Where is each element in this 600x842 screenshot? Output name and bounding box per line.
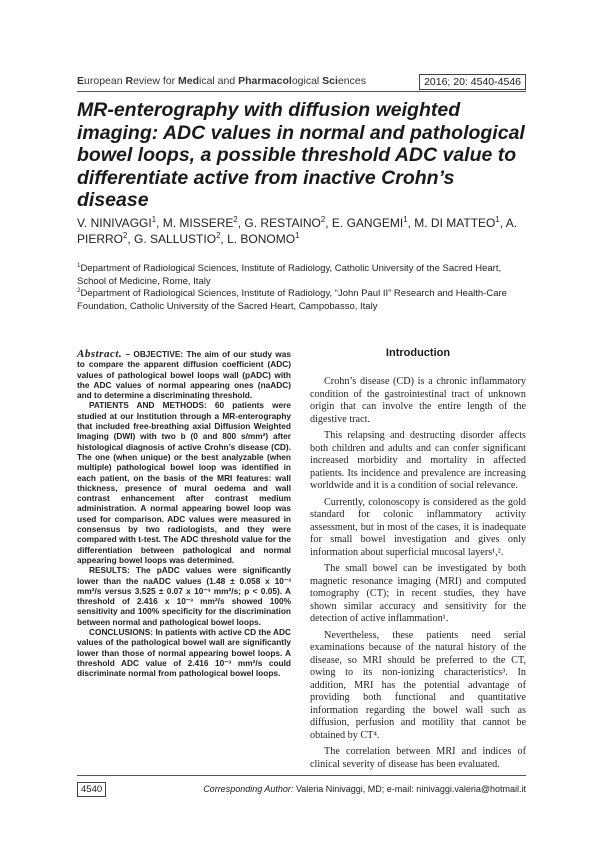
affiliations [77,263,526,313]
intro-paragraph: Currently, colonoscopy is considered as the gold standard for colonic inflammatory activity assessment, but in most of the cases, it is inadequate for small bowel investigation and gives only information about superficial mucosal layers¹,². [310,496,526,558]
affiliation-2: $^2$Department of Radiological Sciences, Institute of Radiology, “John Paul II” Research and Health-Care Foundation, Catholic University of the Sacred Heart, Campobasso, Italy [77,286,507,312]
footer-rule [77,775,526,776]
objective-heading: – OBJECTIVE: [125,349,184,359]
results-heading: RESULTS: [89,565,130,576]
journal-name-part: ogical [291,75,323,87]
author-name: G. RESTAINO [244,216,321,230]
author-affiliation-marker: 1 [295,231,300,240]
page-number: 4540 [77,782,106,797]
journal-name-part: ences [337,75,366,87]
author-affiliation-marker: 2 [216,231,221,240]
conclusions-heading: CONCLUSIONS: [89,627,154,638]
journal-name-part: R [125,75,134,87]
methods-text: 60 patients were studied at our Institution through a MR-enterography that included free-breathing axial Diffusion Weighted Imaging (DWI) with two b (0 and 800 s/mm²) after histological diagnosis of active Crohn’s disease (CD). The one (when unique) or the best analyzable (when multiple) pathological bowel loop was identified in each patient, on the basis of the MRI features: wall thickness, presence of mural oedema and wall contrast enhancement after contrast medium administration. A normal appearing bowel loop was used for comparison. ADC values were measured in consensus by two radiologists, and they were compared with t-test. The ADC threshold value for the differentiation between pathological and normal appearing bowel loops was determined. [77,400,292,565]
methods-heading: PATIENTS AND METHODS: [89,400,207,411]
intro-paragraph: Nevertheless, these patients need serial examinations because of the natural history of the disease, so MRI should be preferred to the CT, owing to its non-ionizing characteristics³. In addition, MRI has the potential advantage of providing both functional and quantitative information regarding the bowel wall such as diffusion, perfusion and motility that cannot be obtained by CT⁴. [310,629,526,741]
intro-paragraph: The small bowel can be investigated by both magnetic resonance imaging (MRI) and computed tomography (CT); in recent studies, they have shown similar accuracy and sensitivity for the detection of active inflammation¹. [310,563,526,624]
abstract-results [77,565,291,627]
introduction-heading: Introduction [385,347,451,359]
affiliation-1: $^1$Department of Radiological Sciences, Institute of Radiology, Catholic University of the Sacred Heart, School of Medicine, Rome, Italy [77,261,502,287]
author-name: M. MISSERE [162,216,234,230]
conclusions-text: In patients with active CD the ADC values of the pathological bowel wall are significantly lower than those of normal appearing bowel loops. A threshold ADC value of 2.416 10⁻³ mm²/s could discriminate normal from pathological bowel loops. [77,627,291,679]
introduction-body [310,376,526,775]
journal-name-part: E [77,75,85,87]
intro-paragraph: The correlation between MRI and indices of clinical severity of disease has been evaluated. [310,746,526,770]
journal-name-part: Sci [322,75,338,87]
author-name: M. DI MATTEO [414,216,496,230]
header-rule [77,91,526,92]
author-affiliation-marker: 2 [233,215,238,224]
author-name: A. PIERRO [77,216,518,246]
author-name: L. BONOMO [227,232,296,246]
author-name: G. SALLUSTIO [134,232,217,246]
author-affiliation-marker: 2 [123,231,128,240]
journal-name-part: ical and [199,75,239,87]
journal-name-part: eview for [133,75,178,87]
author-name: V. NINIVAGGI [77,216,152,230]
abstract-objective [77,349,291,400]
author-name: E. GANGEMI [331,216,404,230]
paper-title: MR-enterography with diffusion weighted imaging: ADC values in normal and pathological bowel loops, a possible threshold ADC value to differentiate active from inactive Crohn’s disease [77,99,525,211]
author-affiliation-marker: 1 [151,215,157,224]
results-text: The pADC values were significantly lower than the naADC values (1.48 ± 0.058 x 10⁻³ mm²/s versus 3.525 ± 0.07 x 10⁻³ mm²/s; p < 0.05). A threshold of 2.416 x 10⁻³ mm²/s showed 100% sensitivity and 100% specificity for the discrimination between normal and pathological bowel loops. [77,565,291,627]
corresponding-label: Corresponding Author: [203,784,294,794]
author-affiliation-marker: 2 [320,215,326,224]
corresponding-details: Valeria Ninivaggi, MD; e-mail: ninivaggi.valeria@hotmail.it [295,784,526,794]
journal-name [77,75,366,87]
intro-paragraph: This relapsing and destructing disorder affects both children and adults and can confer significant increased morbidity and mortality in affected patients. Its incidence and prevalence are increasing worldwide and it is a condition of social relevance. [310,430,526,491]
journal-name-part: uropean [84,75,126,87]
journal-name-part: Med [178,75,199,87]
author-list: V. NINIVAGGI$^1$, M. MISSERE$^2$, G. RESTAINO$^2$, E. GANGEMI$^1$, M. DI MATTEO$^1$, A. PIERRO$^2$, G. SALLUSTIO$^2$, L. BONOMO$^1$ [77,215,518,246]
author-affiliation-marker: 1 [495,215,500,224]
journal-citation: 2016; 20: 4540-4546 [419,74,526,90]
objective-text: The aim of our study was to compare the apparent diffusion coefficient (ADC) values of pathological bowel loops wall (pADC) with the ADC values of normal appearing ones (naADC) and to determine a discriminating threshold. [77,349,291,401]
corresponding-author [203,784,526,794]
journal-header [77,74,526,89]
abstract-label: Abstract. [77,348,123,360]
author-affiliation-marker: 1 [403,215,408,224]
abstract-methods [77,400,291,565]
abstract [77,349,291,679]
intro-paragraph: Crohn’s disease (CD) is a chronic inflammatory condition of the gastrointestinal tract of unknown origin that can involve the entire length of the digestive tract. [310,376,526,425]
abstract-conclusions [77,627,291,678]
journal-name-part: Pharmacol [238,75,292,87]
